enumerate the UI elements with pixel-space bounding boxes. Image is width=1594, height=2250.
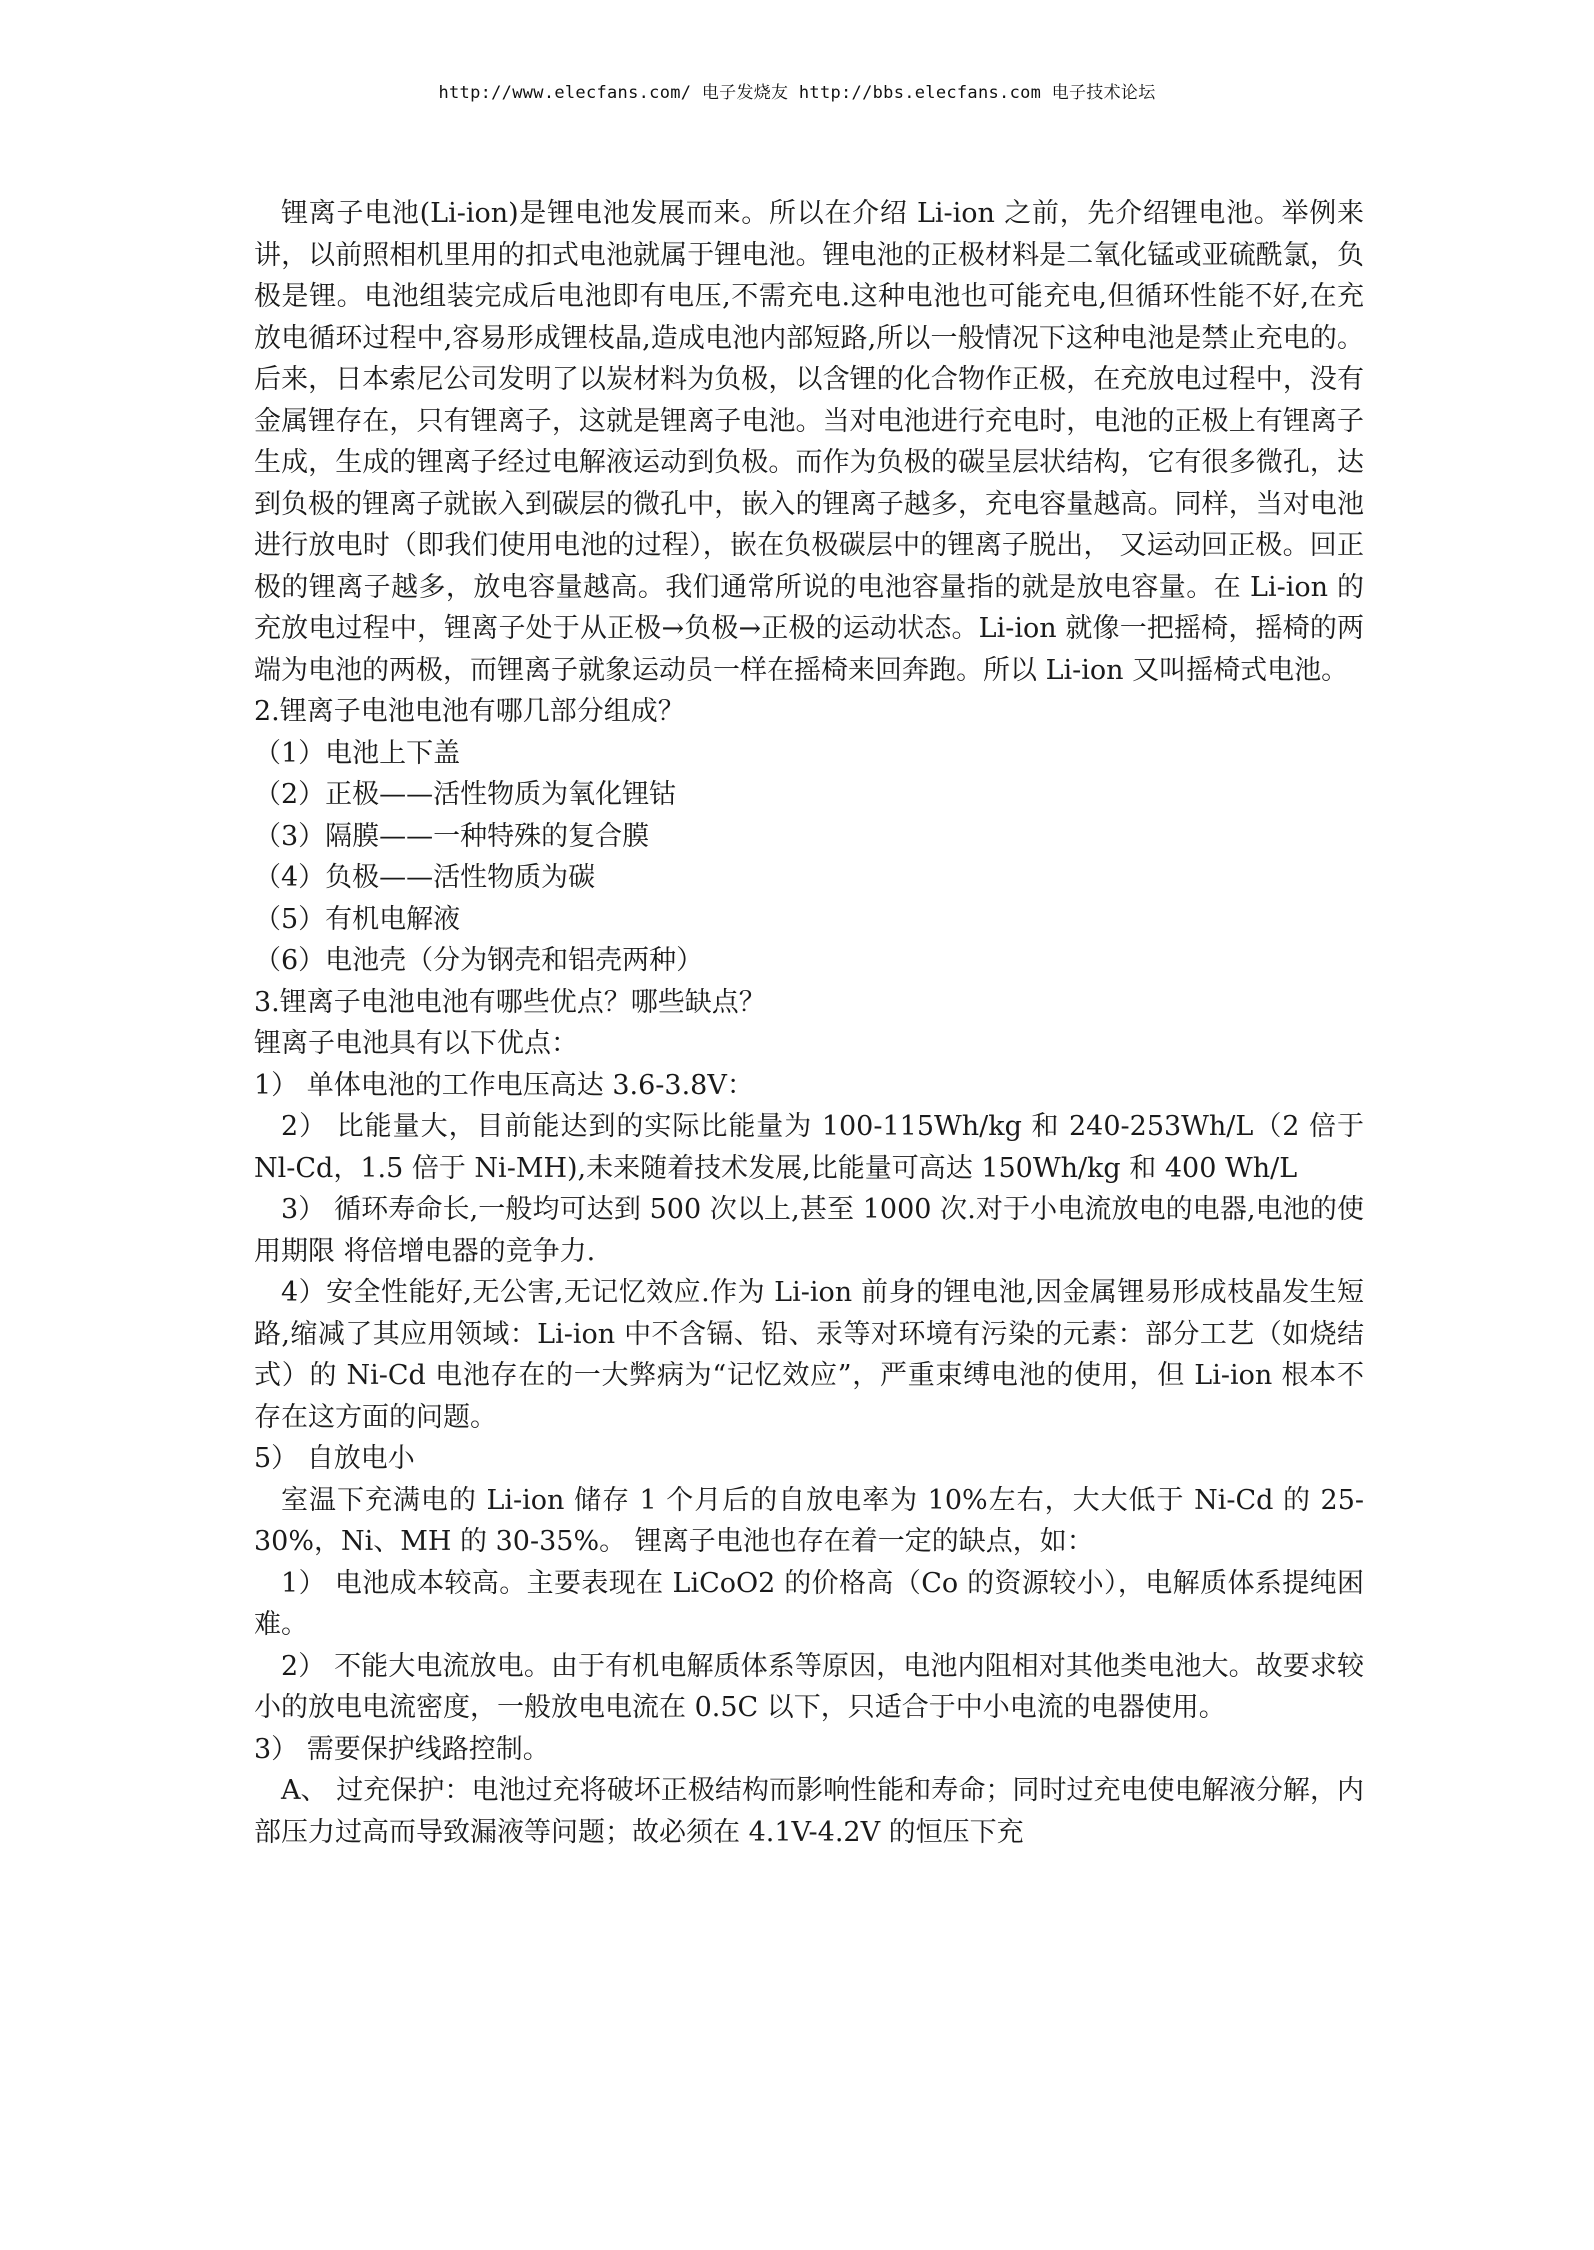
advantage-1: 1） 单体电池的工作电压高达 3.6-3.8V：: [254, 1069, 754, 1101]
component-item: （6）电池壳（分为钢壳和铝壳两种）: [254, 945, 704, 976]
intro-paragraph: 锂离子电池(Li-ion)是锂电池发展而来。所以在介绍 Li-ion 之前，先介绍锂电池。举例来讲，以前照相机里用的扣式电池就属于锂电池。锂电池的正极材料是二氧化锰或亚硫酰氯，负极是锂。电池组装完成后电池即有电压,不需充电.这种电池也可能充电,但循环性能不好,在充放电循环过程中,容易形成锂枝晶,造成电池内部短路,所以一般情况下这种电池是禁止充电的。后来，日本索尼公司发明了以炭材料为负极，以含锂的化合物作正极，在充放电过程中，没有金属锂存在，只有锂离子，这就是锂离子电池。当对电池进行充电时，电池的正极上有锂离子生成，生成的锂离子经过电解液运动到负极。而作为负极的碳呈层状结构，它有很多微孔，达到负极的锂离子就嵌入到碳层的微孔中，嵌入的锂离子越多，充电容量越高。同样，当对电池进行放电时（即我们使用电池的过程），嵌在负极碳层中的锂离子脱出， 又运动回正极。回正极的锂离子越多，放电容量越高。我们通常所说的电池容量指的就是放电容量。在 Li-ion 的充放电过程中，锂离子处于从正极→负极→正极的运动状态。Li-ion 就像一把摇椅，摇椅的两端为电池的两极，而锂离子就象运动员一样在摇椅来回奔跑。所以 Li-ion 又叫摇椅式电池。: [254, 198, 1364, 686]
advantage-4: 4）安全性能好,无公害,无记忆效应.作为 Li-ion 前身的锂电池,因金属锂易形成枝晶发生短路,缩减了其应用领域：Li-ion 中不含镉、铅、汞等对环境有污染的元素：部分工艺（如烧结式）的 Ni-Cd 电池存在的一大弊病为“记忆效应”，严重束缚电池的使用，但 Li-ion 根本不存在这方面的问题。: [254, 1277, 1364, 1433]
document-body: [254, 193, 1364, 1853]
component-item: （1）电池上下盖: [254, 737, 461, 769]
advantage-2: 2） 比能量大，目前能达到的实际比能量为 100-115Wh/kg 和 240-253Wh/L（2 倍于 Nl-Cd，1.5 倍于 Ni-MH),未来随着技术发展,比能量可高达 150Wh/kg 和 400 Wh/L: [254, 1111, 1364, 1184]
question-2-heading: 2.锂离子电池电池有哪几部分组成？: [254, 696, 685, 727]
component-item: （4）负极——活性物质为碳: [254, 862, 596, 893]
disadvantage-1: 1） 电池成本较高。主要表现在 LiCoO2 的价格高（Co 的资源较小），电解质体系提纯困难。: [254, 1567, 1364, 1640]
disadvantage-3a: A、 过充保护：电池过充将破坏正极结构而影响性能和寿命；同时过充电使电解液分解，内部压力过高而导致漏液等问题；故必须在 4.1V-4.2V 的恒压下充: [254, 1775, 1364, 1848]
advantage-5: 5） 自放电小: [254, 1443, 415, 1474]
question-3-heading: 3.锂离子电池电池有哪些优点？哪些缺点？: [254, 986, 766, 1018]
self-discharge-paragraph: 室温下充满电的 Li-ion 储存 1 个月后的自放电率为 10%左右，大大低于 Ni-Cd 的 25-30%，Ni、MH 的 30-35%。 锂离子电池也存在着一定的缺点，如：: [254, 1484, 1364, 1557]
component-item: （5）有机电解液: [254, 903, 461, 935]
disadvantage-2: 2） 不能大电流放电。由于有机电解质体系等原因，电池内阻相对其他类电池大。故要求较小的放电电流密度，一般放电电流在 0.5C 以下，只适合于中小电流的电器使用。: [254, 1650, 1364, 1723]
page-header: http://www.elecfans.com/ 电子发烧友 http://bbs.elecfans.com 电子技术论坛: [438, 83, 1156, 103]
advantages-intro: 锂离子电池具有以下优点：: [254, 1028, 578, 1059]
component-item: （2）正极——活性物质为氧化锂钴: [254, 779, 677, 810]
component-item: （3）隔膜——一种特殊的复合膜: [254, 820, 650, 852]
advantage-3: 3） 循环寿命长,一般均可达到 500 次以上,甚至 1000 次.对于小电流放电的电器,电池的使用期限 将倍增电器的竞争力.: [254, 1194, 1364, 1267]
disadvantage-3: 3） 需要保护线路控制。: [254, 1733, 550, 1765]
